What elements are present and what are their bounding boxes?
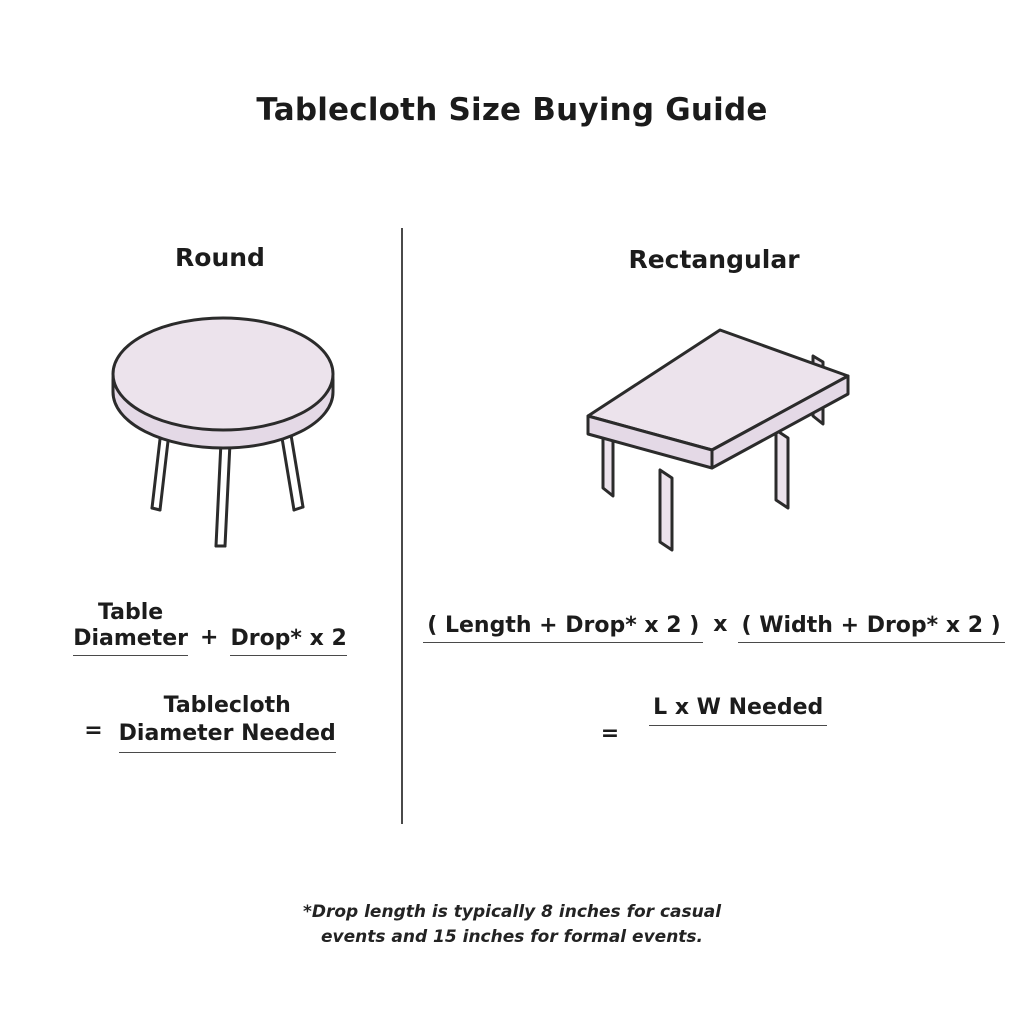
- round-formula-row-2: [30, 692, 390, 753]
- round-formula: [30, 600, 390, 753]
- rectangular-formula: [408, 612, 1020, 746]
- rect-operator-times: x: [713, 612, 728, 637]
- footnote: [0, 900, 1024, 949]
- page-title: Tablecloth Size Buying Guide: [256, 92, 768, 128]
- round-column-heading: Round: [175, 243, 265, 272]
- round-table-illustration: [90, 296, 370, 570]
- rectangular-column-heading: Rectangular: [628, 245, 800, 274]
- rect-term-length: ( Length + Drop* x 2 ): [423, 613, 703, 643]
- rect-formula-row-1: [408, 612, 1020, 643]
- round-result: Tablecloth Diameter Needed: [119, 692, 336, 753]
- round-term-drop: Drop* x 2: [230, 626, 346, 656]
- rect-term-width: ( Width + Drop* x 2 ): [738, 613, 1005, 643]
- footnote-line-2: events and 15 inches for formal events.: [320, 926, 704, 947]
- rect-formula-row-2: [408, 695, 1020, 746]
- rect-result: L x W Needed: [649, 695, 827, 726]
- round-operator-plus: +: [200, 624, 219, 650]
- rectangular-table-illustration: [560, 310, 880, 574]
- rect-equals-sign: =: [600, 721, 620, 746]
- column-divider: [401, 228, 403, 824]
- round-equals-sign: =: [84, 717, 103, 743]
- round-term-table-diameter: Table Diameter: [73, 600, 188, 656]
- round-formula-row-1: [30, 600, 390, 656]
- footnote-line-1: *Drop length is typically 8 inches for casual: [302, 902, 722, 922]
